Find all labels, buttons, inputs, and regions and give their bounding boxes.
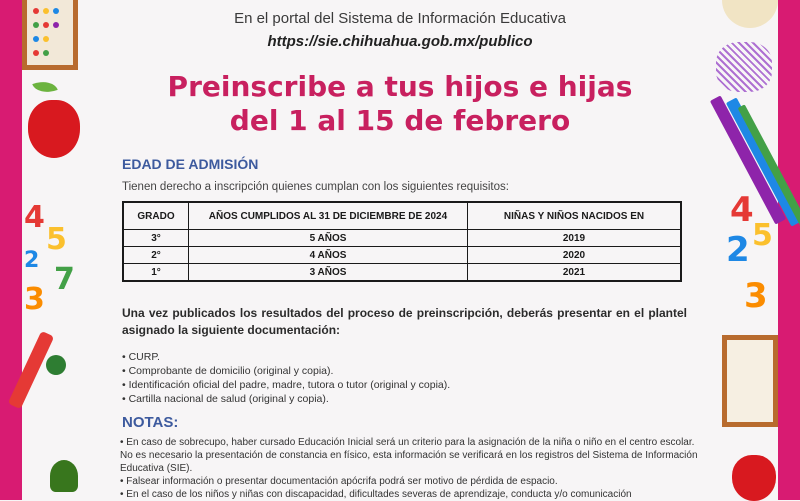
abacus-icon	[722, 335, 778, 427]
requirement-text: Tienen derecho a inscripción quienes cumplan con los siguientes requisitos:	[122, 181, 509, 193]
table-row	[123, 247, 681, 264]
number-2-icon: 2	[726, 230, 750, 270]
header-grado: GRADO	[123, 202, 189, 230]
table-cell: 2020	[468, 247, 682, 264]
list-item: • En caso de sobrecupo, haber cursado Educación Inicial será un criterio para la asignación de la niña o niño en el centro escolar. No es necesario la presentación de constancia en físico, esta información se verificará en los registros del Sistema de Información Educativa (SIE).	[120, 437, 698, 474]
list-item: • En el caso de los niños y niñas con discapacidad, dificultades severas de aprendizaje, conducta y/o comunicación	[120, 489, 632, 500]
header-anos: AÑOS CUMPLIDOS AL 31 DE DICIEMBRE DE 2024	[189, 202, 468, 230]
portal-line: En el portal del Sistema de Información Educativa	[234, 10, 566, 27]
leaf-icon	[32, 77, 57, 98]
paint-palette-icon	[722, 0, 778, 28]
abacus-icon	[22, 0, 78, 70]
number-7-icon: 7	[54, 262, 75, 297]
table-cell: 1°	[123, 264, 189, 282]
number-4-icon: 4	[24, 200, 45, 235]
right-border	[778, 0, 800, 500]
list-item: • CURP.	[122, 351, 160, 363]
headline-line-2: del 1 al 15 de febrero	[229, 104, 571, 137]
notes-title: NOTAS:	[122, 414, 179, 431]
table-header-row	[123, 202, 681, 230]
table-cell: 3 AÑOS	[189, 264, 468, 282]
table-cell: 2021	[468, 264, 682, 282]
admission-title: EDAD DE ADMISIÓN	[122, 156, 259, 172]
portal-url[interactable]: https://sie.chihuahua.gob.mx/publico	[267, 33, 533, 50]
list-item: • Cartilla nacional de salud (original y copia).	[122, 393, 329, 405]
number-3-icon: 3	[744, 276, 768, 316]
headline	[90, 70, 710, 138]
notes-list	[120, 436, 700, 501]
paintbrush-icon	[50, 460, 78, 492]
list-item: • Comprobante de domicilio (original y copia).	[122, 365, 334, 377]
table-row	[123, 230, 681, 247]
number-3-icon: 3	[24, 282, 45, 317]
table-row	[123, 264, 681, 282]
left-border	[0, 0, 22, 500]
number-5-icon: 5	[46, 222, 67, 257]
table-cell: 3°	[123, 230, 189, 247]
apple-icon	[28, 100, 80, 158]
number-5-icon: 5	[752, 218, 773, 253]
number-2-icon: 2	[24, 248, 40, 273]
documentation-list	[122, 350, 450, 406]
table-cell: 5 AÑOS	[189, 230, 468, 247]
crayon-scribble-icon	[716, 42, 772, 92]
table-cell: 4 AÑOS	[189, 247, 468, 264]
table-cell: 2°	[123, 247, 189, 264]
documentation-intro: Una vez publicados los resultados del proceso de preinscripción, deberás presentar en el plantel asignado la siguiente documentación:	[122, 306, 687, 337]
admission-table	[122, 201, 682, 282]
apple-icon	[732, 455, 776, 501]
header-nacidos: NIÑAS Y NIÑOS NACIDOS EN	[468, 202, 682, 230]
table-cell: 2019	[468, 230, 682, 247]
list-item: • Falsear información o presentar documentación apócrifa podrá ser motivo de pérdida de espacio.	[120, 476, 558, 487]
number-4-icon: 4	[730, 190, 754, 230]
headline-line-1: Preinscribe a tus hijos e hijas	[167, 70, 633, 103]
list-item: • Identificación oficial del padre, madre, tutora o tutor (original y copia).	[122, 379, 451, 391]
paint-blob-icon	[46, 355, 66, 375]
